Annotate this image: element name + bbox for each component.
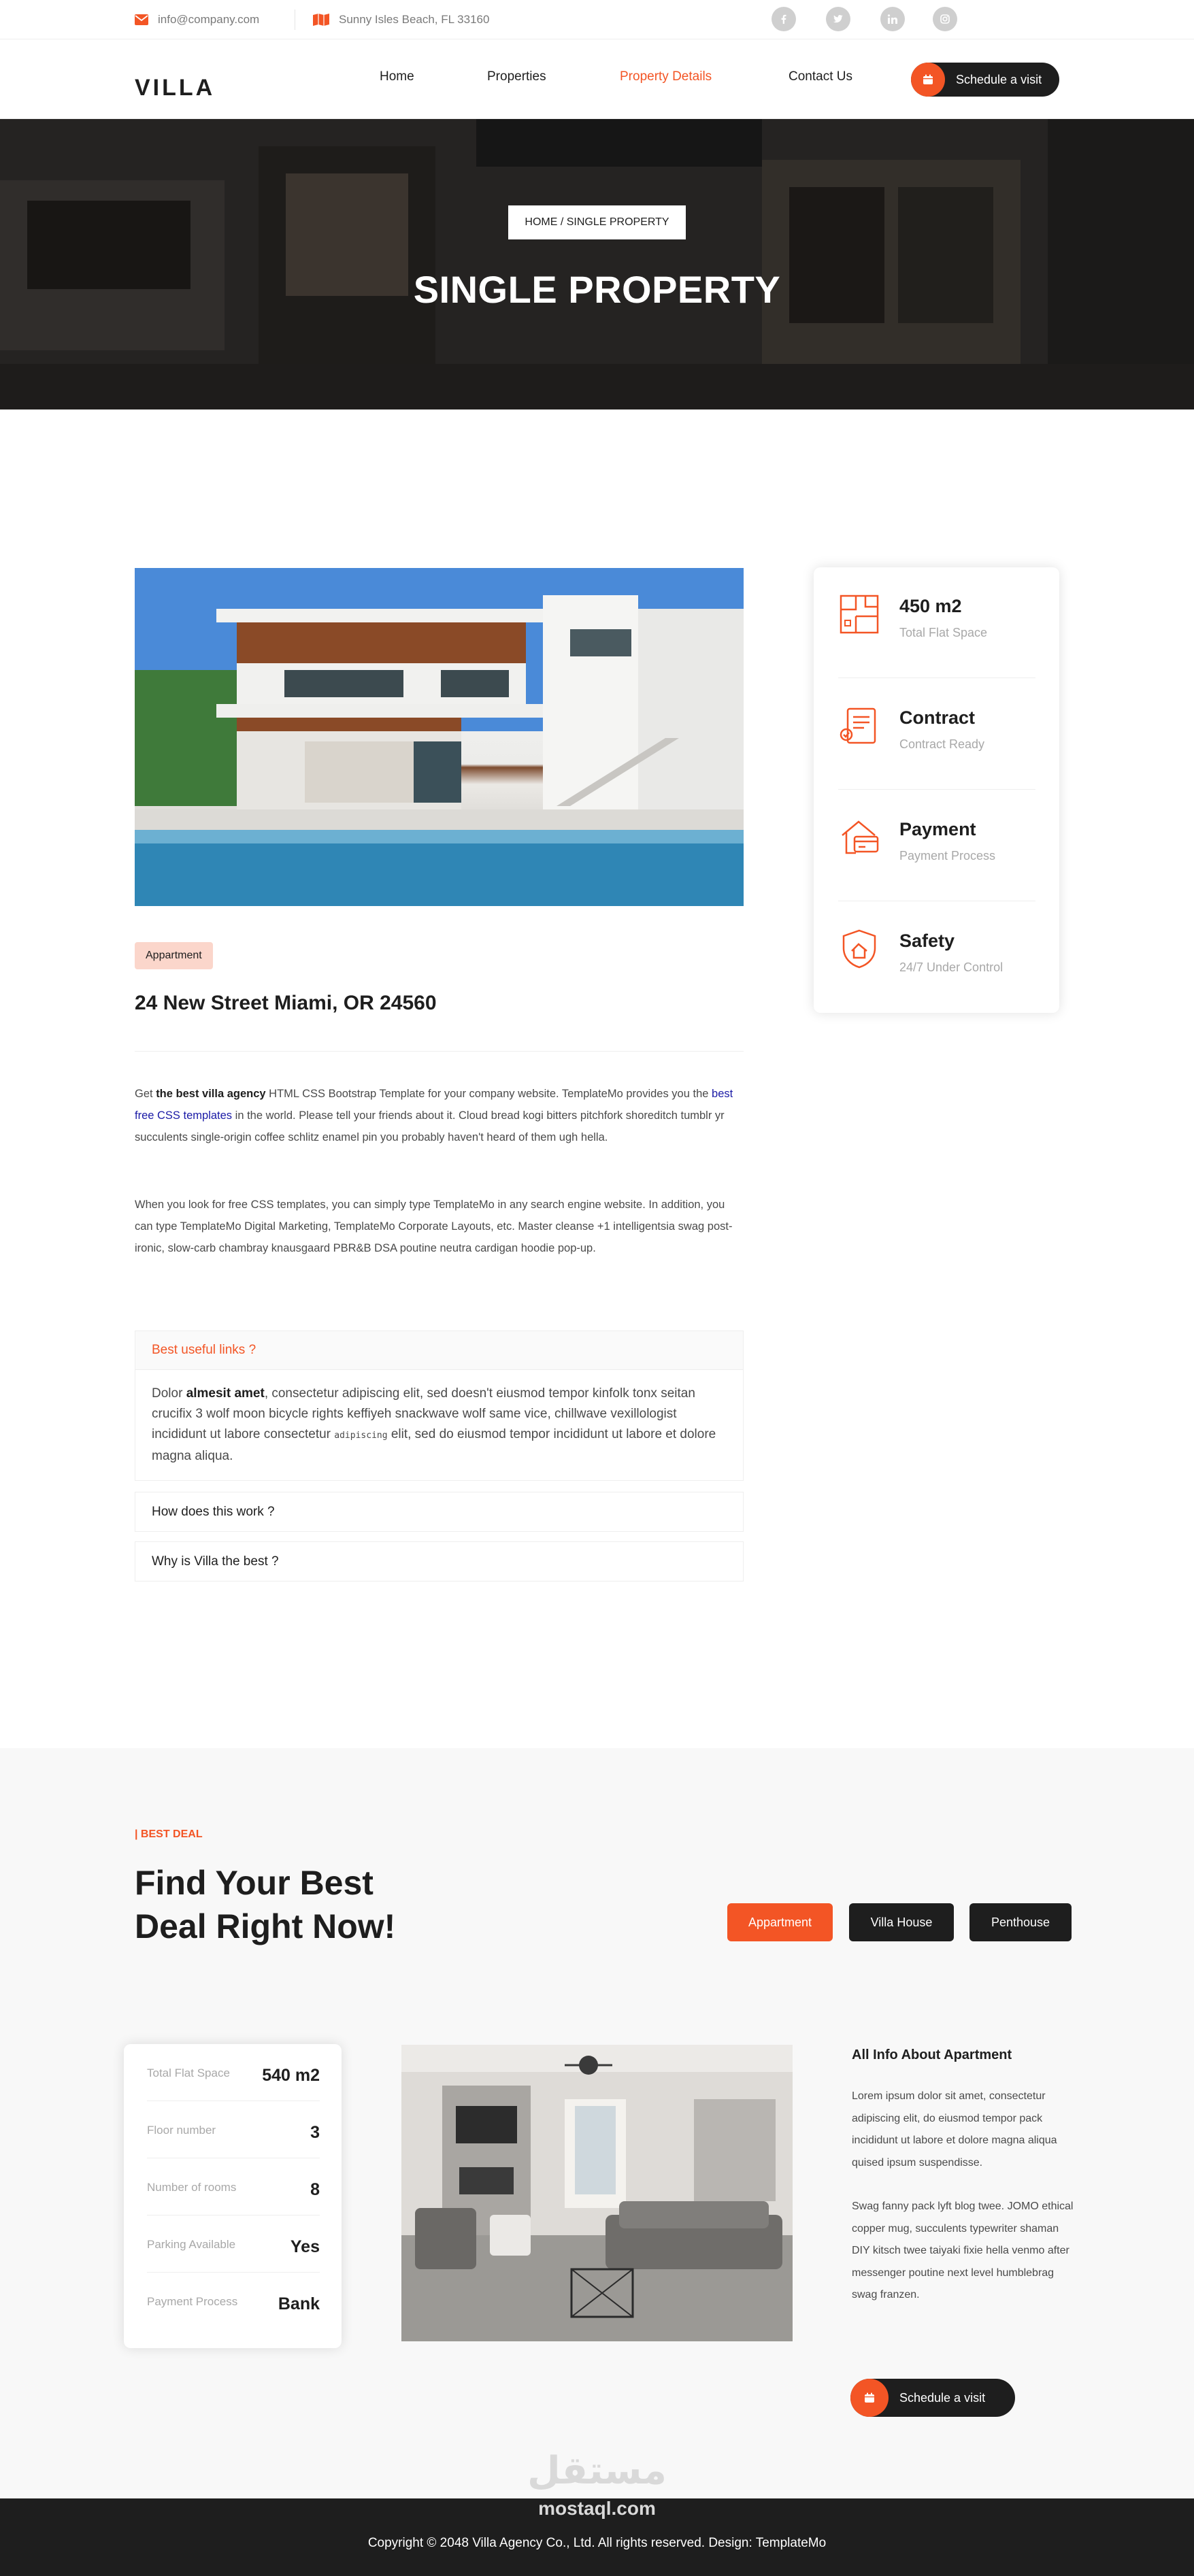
description-paragraph-2: When you look for free CSS templates, you can simply type TemplateMo in any search engine website. In addition, you can type TemplateMo Digital Marketing, TemplateMo Corporate Layouts, etc. Master cleanse +1 intelligentsia swag post-ironic, slow-carb chambray knausgaard PBR&B DSA poutine neutra cardigan hoodie pop-up.: [135, 1199, 733, 1254]
apartment-info-paragraph-1: Lorem ipsum dolor sit amet, consectetur adipiscing elit, do eiusmod tempor pack incididunt ut labore et dolore magna aliqua quised ipsum suspendisse.: [852, 2090, 1057, 2169]
feature-title: Contract: [899, 707, 976, 728]
property-type-tag: Appartment: [135, 942, 213, 969]
property-address: 24 New Street Miami, OR 24560: [135, 992, 437, 1014]
best-deal-title-line-2: Deal Right Now!: [135, 1907, 396, 1945]
info-row-label: Number of rooms: [147, 2181, 237, 2194]
property-main-image: [135, 568, 744, 906]
feature-title: Payment: [899, 819, 976, 839]
accordion-question-3[interactable]: Why is Villa the best ?: [152, 1554, 279, 1569]
tab-villa-house[interactable]: Villa House: [849, 1903, 954, 1941]
info-row-label: Payment Process: [147, 2295, 238, 2308]
p1-bold: the best villa agency: [156, 1088, 266, 1100]
breadcrumb[interactable]: HOME / SINGLE PROPERTY: [508, 205, 686, 239]
apartment-info-card: [124, 2044, 342, 2348]
accordion-item-2: [135, 1492, 744, 1532]
instagram-icon[interactable]: [933, 7, 957, 31]
address-info: [313, 0, 489, 39]
apartment-info-title: All Info About Apartment: [852, 2047, 1012, 2062]
info-row-value: 3: [310, 2123, 320, 2142]
nav-property-details[interactable]: Property Details: [620, 69, 712, 84]
description-paragraph-1: [135, 1083, 744, 1148]
main-header: [0, 39, 1194, 119]
a1-bold: almesit amet: [186, 1386, 265, 1401]
nav-properties[interactable]: Properties: [487, 69, 546, 84]
page-title: SINGLE PROPERTY: [413, 268, 781, 311]
feature-divider: [838, 789, 1035, 790]
address-text: Sunny Isles Beach, FL 33160: [339, 13, 490, 26]
info-row: [147, 2273, 320, 2330]
best-deal-title: [135, 1861, 395, 1948]
info-row-label: Floor number: [147, 2124, 216, 2137]
content-divider: [135, 1051, 744, 1052]
info-row-value: 540 m2: [262, 2066, 320, 2085]
nav-home[interactable]: Home: [380, 69, 414, 84]
tab-penthouse[interactable]: Penthouse: [969, 1903, 1072, 1941]
email-text: info@company.com: [158, 13, 260, 26]
info-row-value: 8: [310, 2180, 320, 2199]
features-card: [814, 567, 1059, 1013]
calendar-icon: [911, 63, 945, 97]
watermark-latin: mostaql.com: [538, 2498, 656, 2519]
top-bar: [0, 0, 1194, 39]
floor-plan-icon: [838, 593, 880, 635]
info-row: [147, 2158, 320, 2215]
apartment-image: [401, 2045, 793, 2341]
contract-icon: [838, 705, 880, 747]
hero-overlay: [0, 119, 1194, 409]
email-info[interactable]: [135, 0, 259, 39]
footer-copyright: Copyright © 2048 Villa Agency Co., Ltd. All rights reserved. Design: TemplateMo: [367, 2536, 827, 2550]
info-row: [147, 2215, 320, 2273]
best-deal-label: | BEST DEAL: [135, 1828, 203, 1840]
feature-subtitle: Payment Process: [899, 849, 996, 863]
page-hero: [0, 119, 1194, 409]
feature-subtitle: 24/7 Under Control: [899, 960, 1004, 974]
info-row-label: Parking Available: [147, 2238, 236, 2251]
accordion-item-3: [135, 1541, 744, 1582]
p1-rest: in the world. Please tell your friends about it. Cloud bread kogi bitters pitchfork shoreditch tumblr yr succulents single-origin coffee schlitz enamel pin you probably haven't heard of them ugh hella.: [135, 1109, 725, 1143]
tab-appartment[interactable]: Appartment: [727, 1903, 833, 1941]
schedule-visit-label: Schedule a visit: [899, 2390, 986, 2405]
info-row-value: Bank: [278, 2294, 320, 2313]
facebook-icon[interactable]: [772, 7, 796, 31]
p1-mid: HTML CSS Bootstrap Template for your company website. TemplateMo provides you the: [265, 1088, 712, 1100]
linkedin-icon[interactable]: [880, 7, 905, 31]
deal-schedule-visit-button[interactable]: [850, 2379, 1015, 2417]
safety-icon: [838, 928, 880, 970]
a1-rest: elit, sed do eiusmod tempor incididunt ut labore et dolore magna aliqua.: [152, 1427, 716, 1463]
nav-contact-us[interactable]: Contact Us: [789, 69, 852, 84]
feature-subtitle: Contract Ready: [899, 737, 985, 751]
payment-icon: [838, 816, 880, 858]
a1-mid: , consectetur adipiscing elit, sed doesn't eiusmod tempor kinfolk tonx seitan crucifix 3 wolf moon bicycle rights keffiyeh snackwave wolf same vice, chillwave vexillologist incididunt ut labore consectetur: [152, 1386, 695, 1441]
schedule-visit-button[interactable]: [911, 63, 1059, 97]
p1-intro: Get: [135, 1088, 156, 1100]
apartment-info-paragraph-2: Swag fanny pack lyft blog twee. JOMO ethical copper mug, succulents typewriter shaman DIY kitsch twee taiyaki fixie hella venmo after messenger poutine next level humblebrag swag franzen.: [852, 2201, 1074, 2301]
info-row: [147, 2044, 320, 2101]
envelope-icon: [135, 14, 148, 25]
watermark-arabic: مستقل: [527, 2449, 667, 2493]
schedule-visit-label: Schedule a visit: [956, 72, 1042, 86]
feature-subtitle: Total Flat Space: [899, 626, 988, 639]
info-row-label: Total Flat Space: [147, 2067, 230, 2079]
accordion-question-2[interactable]: How does this work ?: [152, 1504, 275, 1519]
info-row: [147, 2101, 320, 2158]
a1-intro: Dolor: [152, 1386, 186, 1401]
accordion-item-1: [135, 1331, 744, 1481]
feature-title: Safety: [899, 931, 955, 951]
accordion-question-1[interactable]: Best useful links ?: [135, 1331, 743, 1370]
twitter-icon[interactable]: [826, 7, 850, 31]
calendar-icon: [850, 2379, 889, 2417]
free-css-templates-link[interactable]: best free CSS templates: [135, 1088, 733, 1122]
site-logo[interactable]: VILLA: [135, 75, 216, 101]
map-icon: [313, 14, 329, 26]
info-row-value: Yes: [290, 2237, 320, 2256]
accordion-answer-1: [135, 1370, 743, 1480]
a1-code: adipiscing: [334, 1431, 388, 1441]
feature-title: 450 m2: [899, 596, 962, 616]
best-deal-title-line-1: Find Your Best: [135, 1864, 374, 1902]
